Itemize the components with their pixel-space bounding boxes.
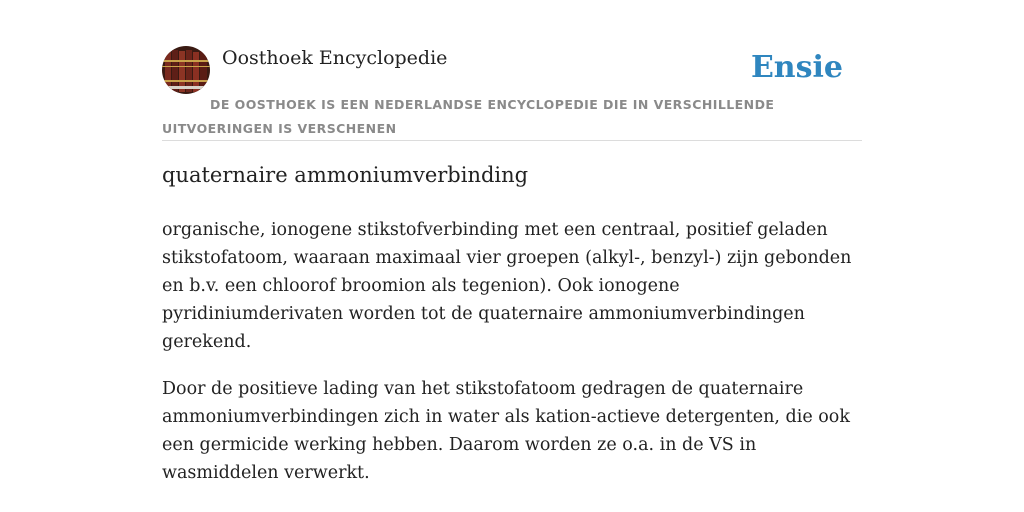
source-header — [162, 46, 862, 141]
article-paragraph: Door de positieve lading van het stikstofatoom gedragen de quaternaire ammoniumverbindingen zich in water als kation-actieve detergenten, die ook een germicide werking hebben. Daarom worden ze o.a. in de VS in wasmiddelen verwerkt. — [162, 379, 850, 483]
source-description: DE OOSTHOEK IS EEN NEDERLANDSE ENCYCLOPEDIE DIE IN VERSCHILLENDE UITVOERINGEN IS VERSCHENEN — [162, 97, 775, 136]
article-paragraph: organische, ionogene stikstofverbinding met een centraal, positief geladen stikstofatoom, waaraan maximaal vier groepen (alkyl-, benzyl-) zijn gebonden en b.v. een chloorof broomion als tegenion). Ook ionogene pyridiniumderivaten worden tot de quaternaire ammoniumverbindingen gerekend. — [162, 220, 852, 352]
source-title[interactable]: Oosthoek Encyclopedie — [222, 47, 448, 69]
article-body — [162, 216, 862, 506]
encyclopedia-books-icon[interactable] — [162, 46, 210, 94]
ensie-logo-link[interactable]: Ensie — [750, 50, 843, 85]
article-title: quaternaire ammoniumverbinding — [162, 163, 529, 187]
